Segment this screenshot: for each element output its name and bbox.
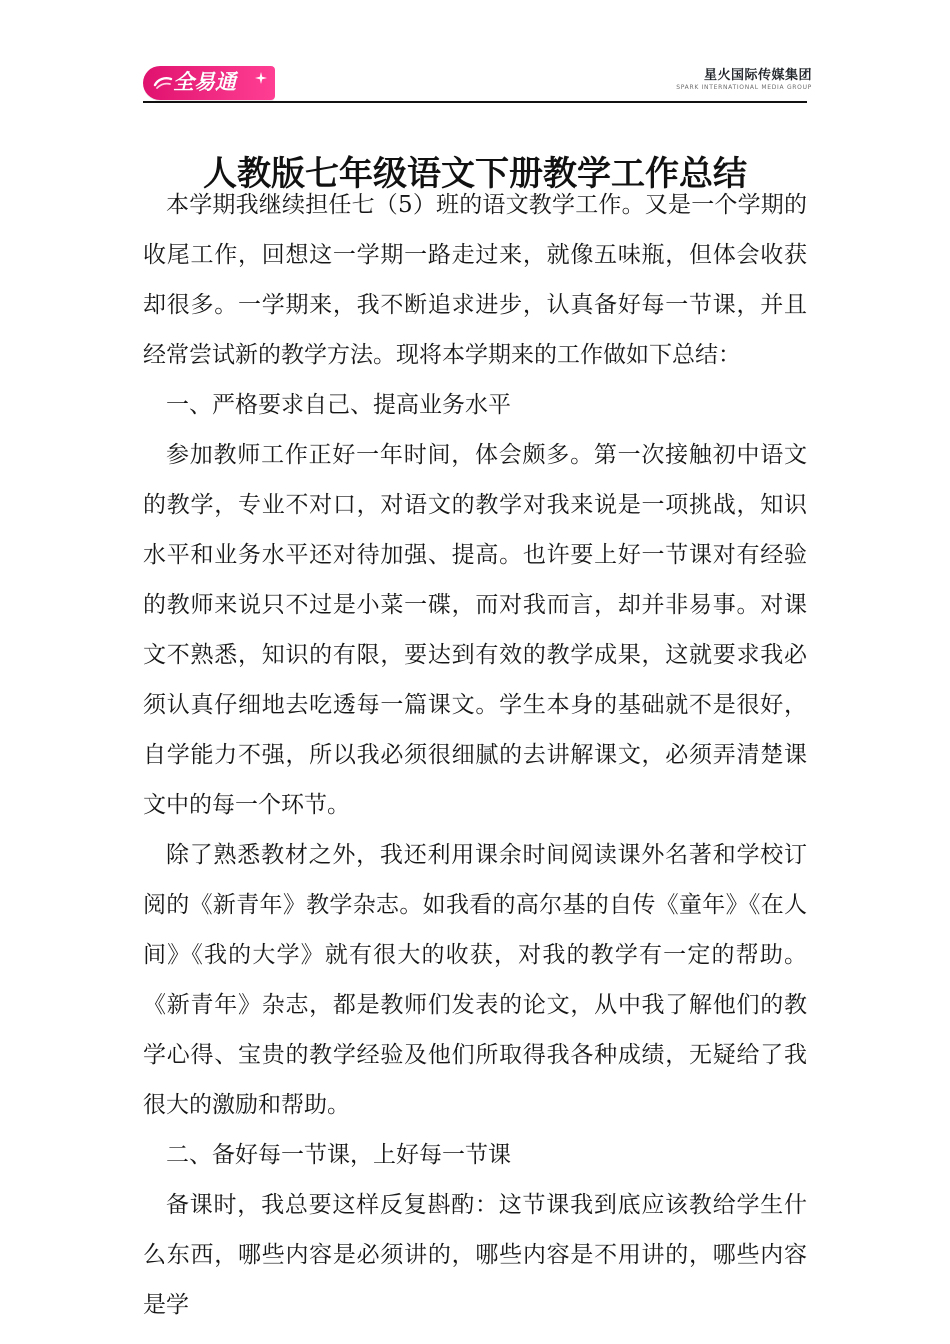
logo-swoosh-icon	[152, 72, 174, 94]
intro-paragraph: 本学期我继续担任七（5）班的语文教学工作。又是一个学期的收尾工作，回想这一学期一路走过来，就像五味瓶，但体会收获却很多。一学期来，我不断追求进步，认真备好每一节课，并且经常尝试新的教学方法。现将本学期来的工作做如下总结：	[143, 192, 807, 368]
document-body	[143, 180, 807, 1330]
sparkle-icon	[255, 72, 267, 84]
brand-name-english: SPARK INTERNATIONAL MEDIA GROUP	[676, 84, 812, 91]
document-title: 人教版七年级语文下册教学工作总结	[203, 153, 747, 194]
document-header	[0, 0, 950, 110]
section-heading-1: 一、严格要求自己、提高业务水平	[166, 392, 511, 418]
section-2-paragraph-1: 备课时，我总要这样反复斟酌：这节课我到底应该教给学生什么东西，哪些内容是必须讲的，哪些内容是不用讲的，哪些内容是学	[143, 1192, 807, 1318]
brand-identity	[676, 68, 812, 92]
section-1-paragraph-2: 除了熟悉教材之外，我还利用课余时间阅读课外名著和学校订阅的《新青年》教学杂志。如我看的高尔基的自传《童年》《在人间》《我的大学》就有很大的收获，对我的教学有一定的帮助。《新青年》杂志，都是教师们发表的论文，从中我了解他们的教学心得、宝贵的教学经验及他们所取得我各种成绩，无疑给了我很大的激励和帮助。	[143, 842, 807, 1118]
logo-text: 全易通	[173, 70, 236, 94]
section-heading-2: 二、备好每一节课，上好每一节课	[166, 1142, 511, 1168]
header-divider	[143, 101, 807, 103]
brand-name-chinese: 星火国际传媒集团	[703, 68, 812, 83]
brand-logo	[143, 66, 275, 100]
section-1-paragraph-1: 参加教师工作正好一年时间，体会颇多。第一次接触初中语文的教学，专业不对口，对语文的教学对我来说是一项挑战，知识水平和业务水平还对待加强、提高。也许要上好一节课对有经验的教师来说只不过是小菜一碟，而对我而言，却并非易事。对课文不熟悉，知识的有限，要达到有效的教学成果，这就要求我必须认真仔细地去吃透每一篇课文。学生本身的基础就不是很好，自学能力不强，所以我必须很细腻的去讲解课文，必须弄清楚课文中的每一个环节。	[143, 442, 807, 818]
